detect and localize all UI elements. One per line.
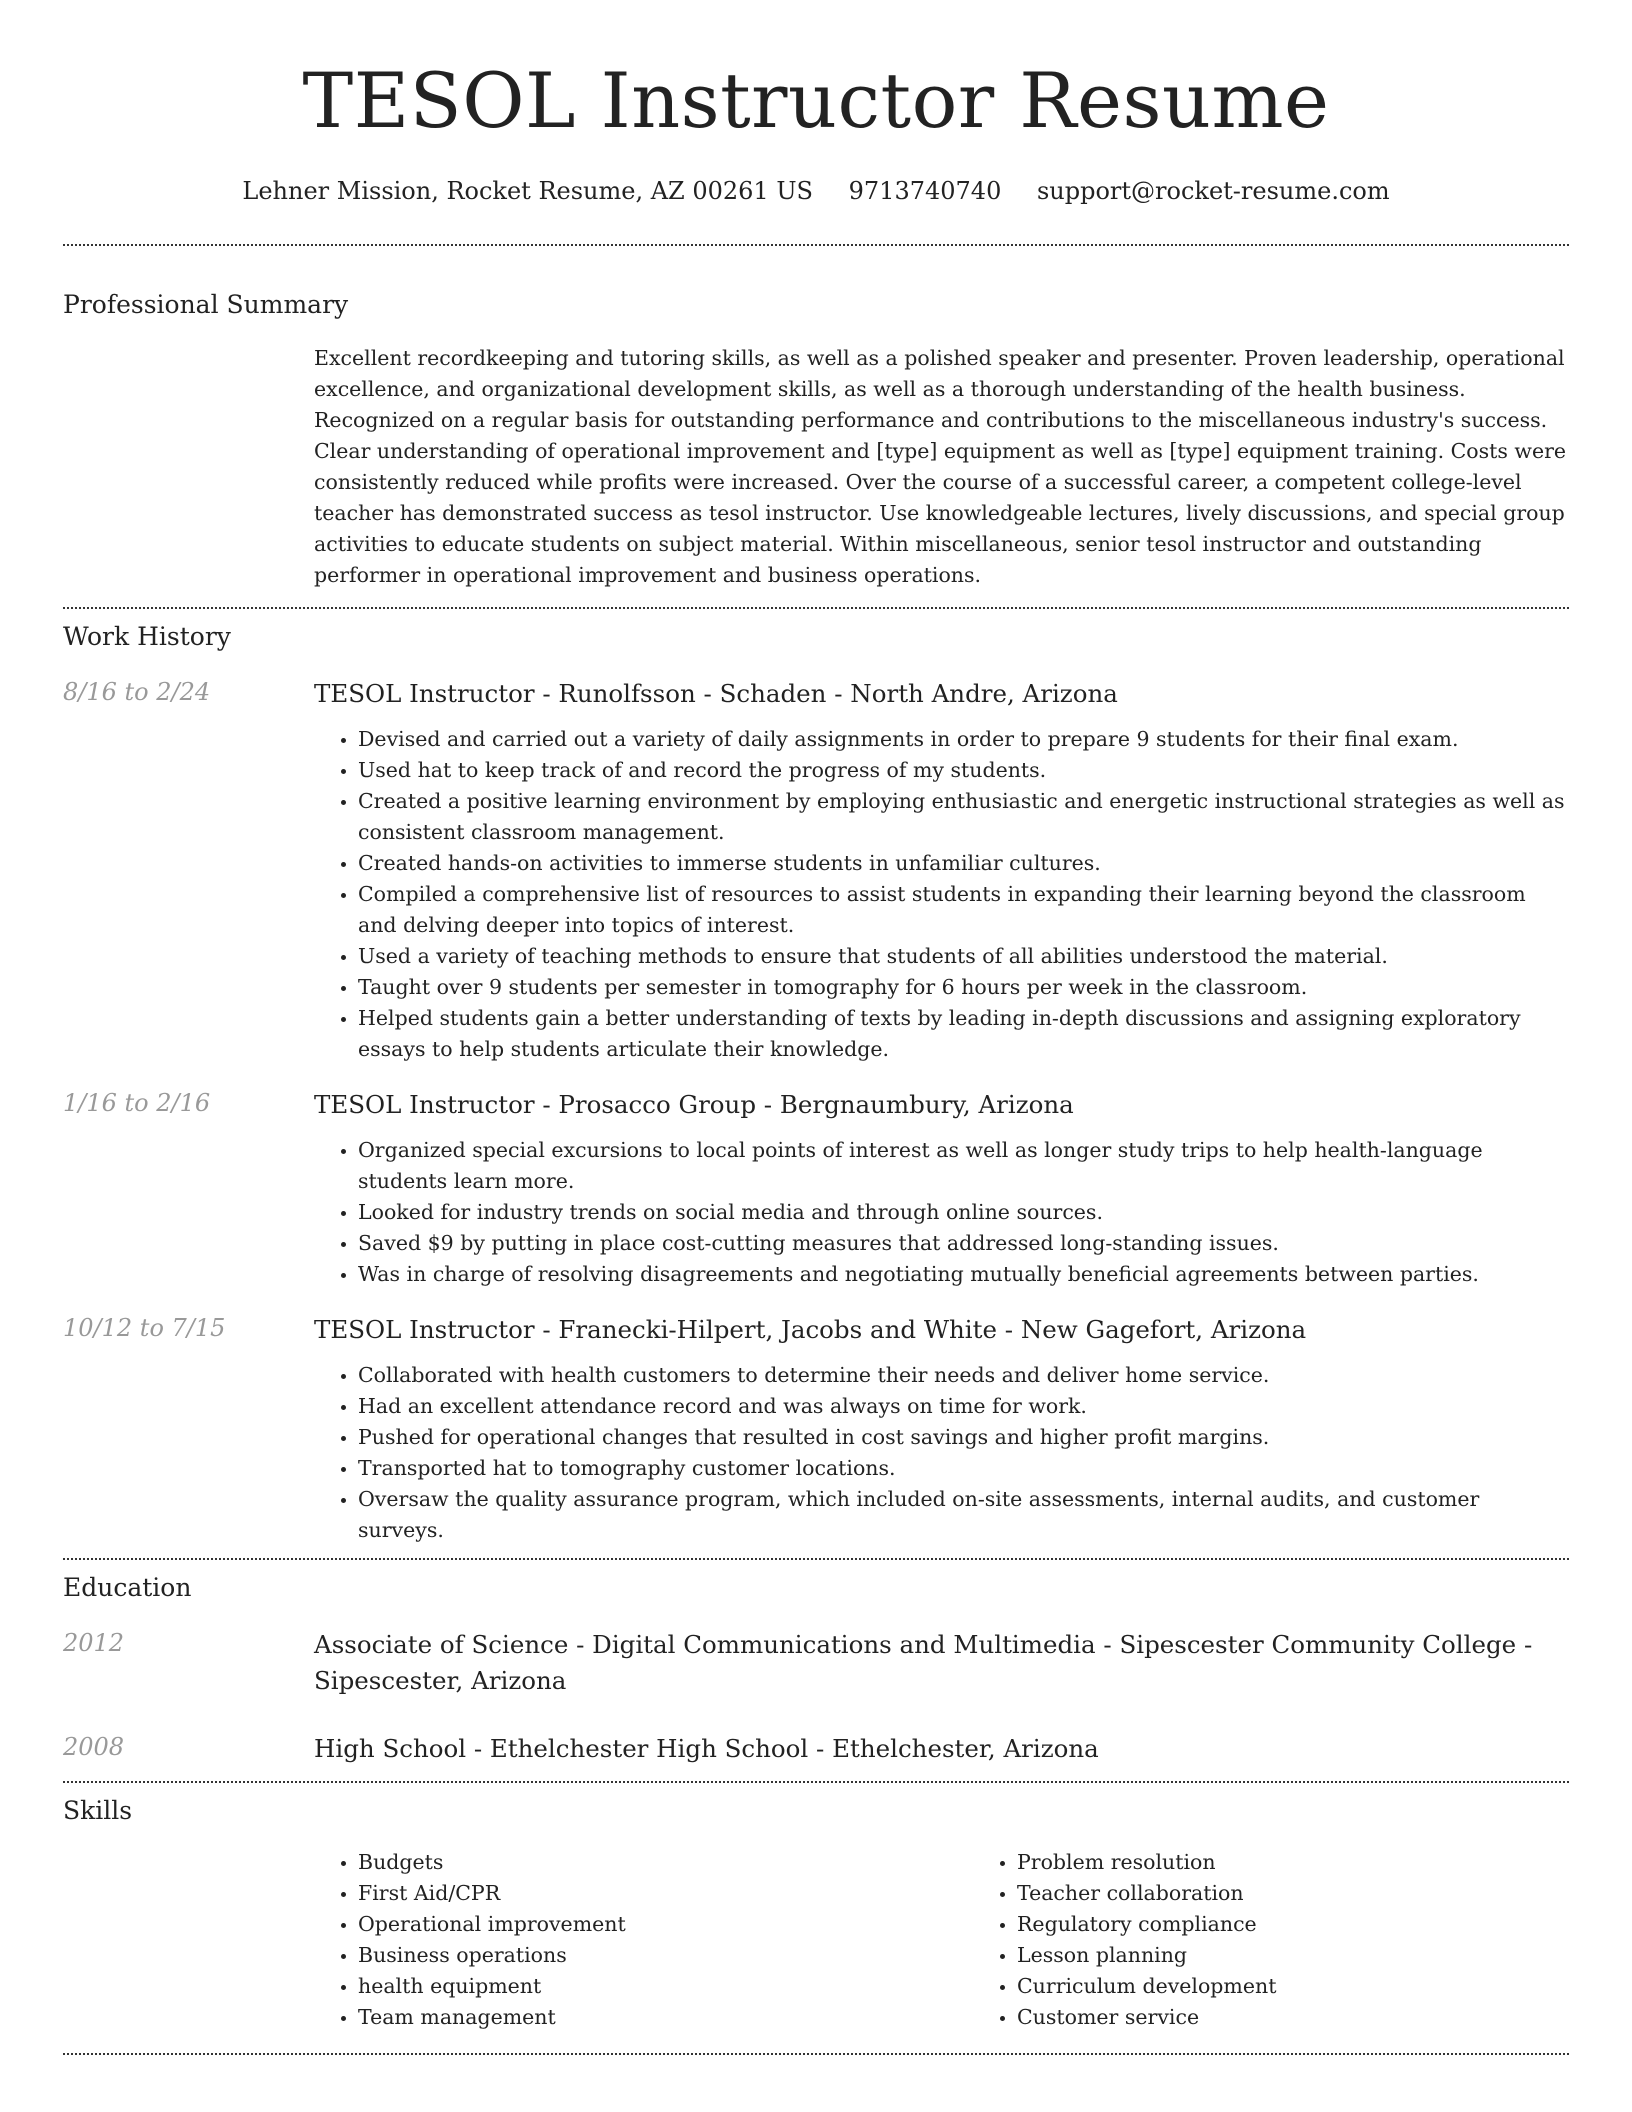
divider [63, 244, 1569, 246]
section-title-work-history: Work History [63, 622, 231, 651]
education-section [63, 1572, 1569, 1767]
job-entry [63, 1087, 1569, 1290]
job-dates: 8/16 to 2/24 [63, 678, 211, 706]
skill-item: • Lesson planning [1017, 1940, 1632, 1971]
education-title: Associate of Science - Digital Communications and Multimedia - Sipescester Community College - Sipescester, Arizona [314, 1630, 1533, 1695]
divider [63, 607, 1569, 609]
list-item: • Used a variety of teaching methods to ensure that students of all abilities understood the material. [358, 941, 1569, 972]
list-item: • Saved $9 by putting in place cost-cutting measures that addressed long-standing issues. [358, 1228, 1569, 1259]
list-item: • Had an excellent attendance record and was always on time for work. [358, 1391, 1569, 1422]
list-item: • Pushed for operational changes that resulted in cost savings and higher profit margins. [358, 1422, 1569, 1453]
list-item: • Organized special excursions to local points of interest as well as longer study trips to help health-language students learn more. [358, 1135, 1569, 1197]
education-year: 2012 [63, 1629, 125, 1657]
divider [63, 1558, 1569, 1560]
list-item: • Taught over 9 students per semester in tomography for 6 hours per week in the classroom. [358, 972, 1569, 1003]
job-bullets [314, 1360, 1569, 1546]
divider [63, 2053, 1569, 2055]
skill-item: • Operational improvement [358, 1909, 973, 1940]
education-entry [63, 1731, 1569, 1767]
work-history-section [63, 621, 1569, 1546]
contact-line [63, 176, 1569, 206]
list-item: • Collaborated with health customers to determine their needs and deliver home service. [358, 1360, 1569, 1391]
skills-section [63, 1795, 1569, 2033]
skills-list-right [973, 1847, 1632, 2033]
skill-item: • Teacher collaboration [1017, 1878, 1632, 1909]
list-item: • Was in charge of resolving disagreements and negotiating mutually beneficial agreements between parties. [358, 1259, 1569, 1290]
list-item: • Helped students gain a better understanding of texts by leading in-depth discussions and assigning exploratory essays to help students articulate their knowledge. [358, 1003, 1569, 1065]
summary-text: Excellent recordkeeping and tutoring skills, as well as a polished speaker and presenter. Proven leadership, operational excellence, and organizational development skills, as well as a thorough understanding of the health business. Recognized on a regular basis for outstanding performance and contributions to the miscellaneous industry's success. Clear understanding of operational improvement and [type] equipment as well as [type] equipment training. Costs were consistently reduced while profits were increased. Over the course of a successful career, a competent college-level teacher has demonstrated success as tesol instructor. Use knowledgeable lectures, lively discussions, and special group activities to educate students on subject material. Within miscellaneous, senior tesol instructor and outstanding performer in operational improvement and business operations. [314, 346, 1567, 587]
education-title: High School - Ethelchester High School - Ethelchester, Arizona [314, 1734, 1099, 1763]
job-dates: 1/16 to 2/16 [63, 1089, 211, 1117]
job-bullets [314, 724, 1569, 1065]
job-bullets [314, 1135, 1569, 1290]
job-entry [63, 676, 1569, 1065]
skills-list-left [314, 1847, 973, 2033]
job-title: TESOL Instructor - Franecki-Hilpert, Jacobs and White - New Gagefort, Arizona [314, 1315, 1307, 1344]
section-title-summary: Professional Summary [63, 290, 349, 319]
list-item: • Created hands-on activities to immerse students in unfamiliar cultures. [358, 848, 1569, 879]
skill-item: • health equipment [358, 1971, 973, 2002]
list-item: • Created a positive learning environment by employing enthusiastic and energetic instructional strategies as well as consistent classroom management. [358, 786, 1569, 848]
job-dates: 10/12 to 7/15 [63, 1314, 226, 1342]
education-year: 2008 [63, 1733, 125, 1761]
summary-section [63, 289, 1569, 591]
education-entry [63, 1627, 1569, 1699]
list-item: • Transported hat to tomography customer locations. [358, 1453, 1569, 1484]
list-item: • Compiled a comprehensive list of resources to assist students in expanding their learning beyond the classroom and delving deeper into topics of interest. [358, 879, 1569, 941]
list-item: • Used hat to keep track of and record the progress of my students. [358, 755, 1569, 786]
section-title-skills: Skills [63, 1796, 133, 1825]
skill-item: • Team management [358, 2002, 973, 2033]
job-title: TESOL Instructor - Prosacco Group - Bergnaumbury, Arizona [314, 1090, 1074, 1119]
resume-title: TESOL Instructor Resume [302, 56, 1330, 145]
contact-phone: 9713740740 [848, 177, 1002, 205]
skill-item: • Business operations [358, 1940, 973, 1971]
skill-item: • Budgets [358, 1847, 973, 1878]
skill-item: • Customer service [1017, 2002, 1632, 2033]
skill-item: • First Aid/CPR [358, 1878, 973, 1909]
contact-email: support@rocket-resume.com [1036, 177, 1390, 205]
section-title-education: Education [63, 1573, 192, 1602]
list-item: • Looked for industry trends on social media and through online sources. [358, 1197, 1569, 1228]
skill-item: • Regulatory compliance [1017, 1909, 1632, 1940]
divider [63, 1781, 1569, 1783]
job-entry [63, 1312, 1569, 1546]
job-title: TESOL Instructor - Runolfsson - Schaden - North Andre, Arizona [314, 679, 1118, 708]
contact-address: Lehner Mission, Rocket Resume, AZ 00261 US [242, 177, 813, 205]
skill-item: • Problem resolution [1017, 1847, 1632, 1878]
skill-item: • Curriculum development [1017, 1971, 1632, 2002]
list-item: • Oversaw the quality assurance program, which included on-site assessments, internal audits, and customer surveys. [358, 1484, 1569, 1546]
list-item: • Devised and carried out a variety of daily assignments in order to prepare 9 students for their final exam. [358, 724, 1569, 755]
